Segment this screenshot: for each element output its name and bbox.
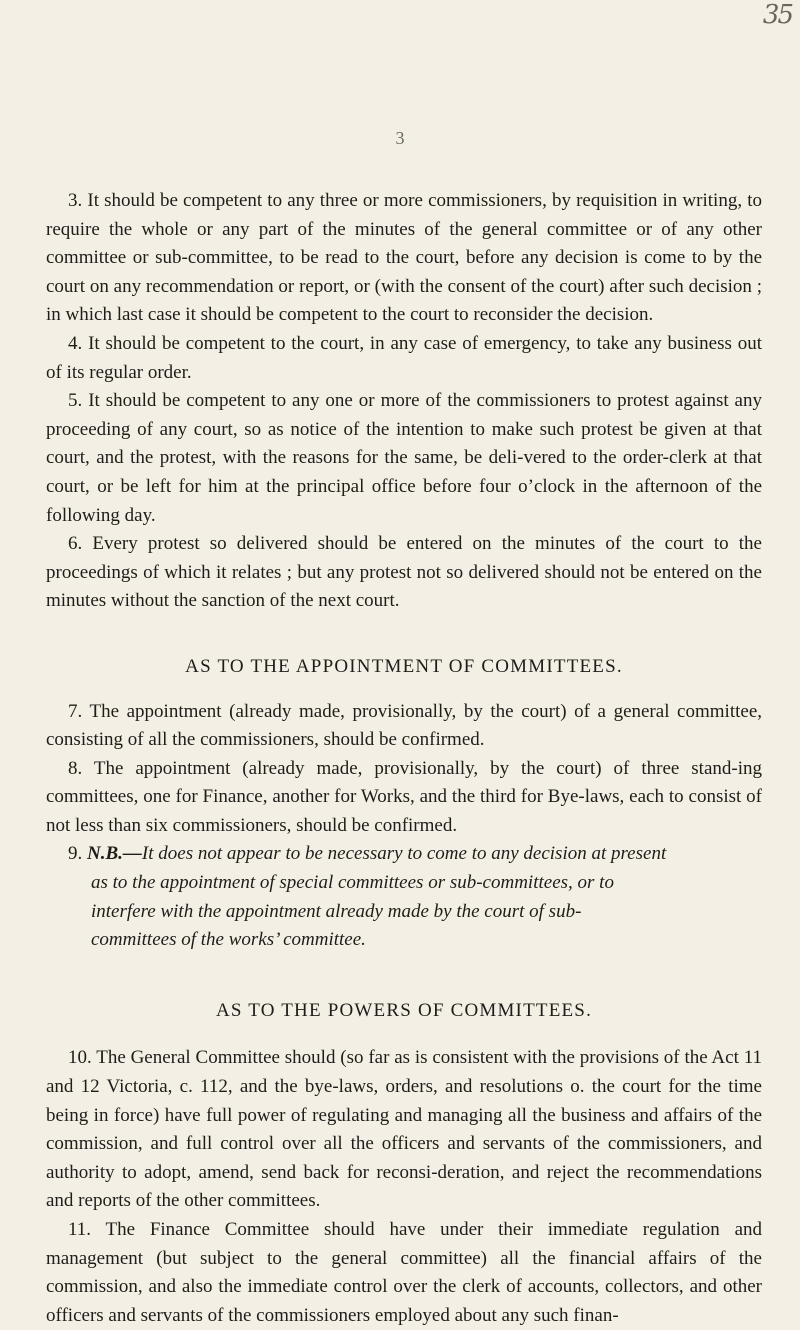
paragraph-6: 6. Every protest so delivered should be entered on the minutes of the court to the proceedings of which it relates ; but any protest not so delivered should not be entered on the minutes without the sanction of the next court. <box>46 533 762 612</box>
body-text <box>46 187 762 1330</box>
paragraph-5: 5. It should be competent to any one or more of the commissioners to protest against any proceeding of any court, so as notice of the intention to make such protest be given at that court, and the protest, with the reasons for the same, be deli-vered to the order-clerk at that court, or be left for him at the principal office before four o’clock in the afternoon of the following day. <box>46 390 762 526</box>
paragraph-9-note <box>46 840 762 954</box>
note-line: interfere with the appointment already made by the court of sub- <box>91 900 582 922</box>
paragraph-11: 11. The Finance Committee should have under their immediate regulation and management (but subject to the general committee) all the financial affairs of the commission, and also the immediate control over the clerk of accounts, collectors, and other officers and servants of the commissioners employed about any such finan- <box>46 1219 762 1326</box>
paragraph-4: 4. It should be competent to the court, in any case of emergency, to take any business out of its regular order. <box>46 332 762 383</box>
section-heading-powers: AS TO THE POWERS OF COMMITTEES. <box>215 999 593 1021</box>
note-number: 9. <box>68 843 83 865</box>
note-line: as to the appointment of special committees or sub-committees, or to <box>91 872 614 894</box>
paragraph-10: 10. The General Committee should (so far as is consistent with the provisions of the Act 11 and 12 Victoria, c. 112, and the bye-laws, orders, and resolutions o. the court for the time being in force) have full power of regulating and managing all the business and affairs of the commission, and full control over all the officers and servants of the commissioners, and authority to adopt, amend, send back for reconsi-deration, and reject the recommendations and reports of the other committees. <box>46 1047 762 1212</box>
note-line <box>68 840 762 869</box>
note-text: It does not appear to be necessary to come to any decision at present <box>141 843 667 865</box>
paragraph-8: 8. The appointment (already made, provisionally, by the court) of three stand-ing committees, one for Finance, another for Works, and the third for Bye-laws, each to consist of not less than six commissioners, should be confirmed. <box>46 757 762 836</box>
page-number: 3 <box>395 128 405 148</box>
handwritten-folio-mark: 35 <box>762 0 792 30</box>
paragraph-7: 7. The appointment (already made, provisionally, by the court) of a general committee, consisting of all the commissioners, should be confirmed. <box>46 700 762 751</box>
section-heading-appointment: AS TO THE APPOINTMENT OF COMMITTEES. <box>185 655 623 677</box>
paragraph-3: 3. It should be competent to any three or more commissioners, by requisition in writing, to require the whole or any part of the minutes of the general committee or of any other committee or sub-committee, to be read to the court, before any decision is come to by the court on any recommendation or report, or (with the consent of the court) after such decision ; in which last case it should be competent to the court to reconsider the decision. <box>46 190 762 326</box>
note-label: N.B.— <box>87 843 142 865</box>
note-line: committees of the works’ committee. <box>91 929 366 951</box>
